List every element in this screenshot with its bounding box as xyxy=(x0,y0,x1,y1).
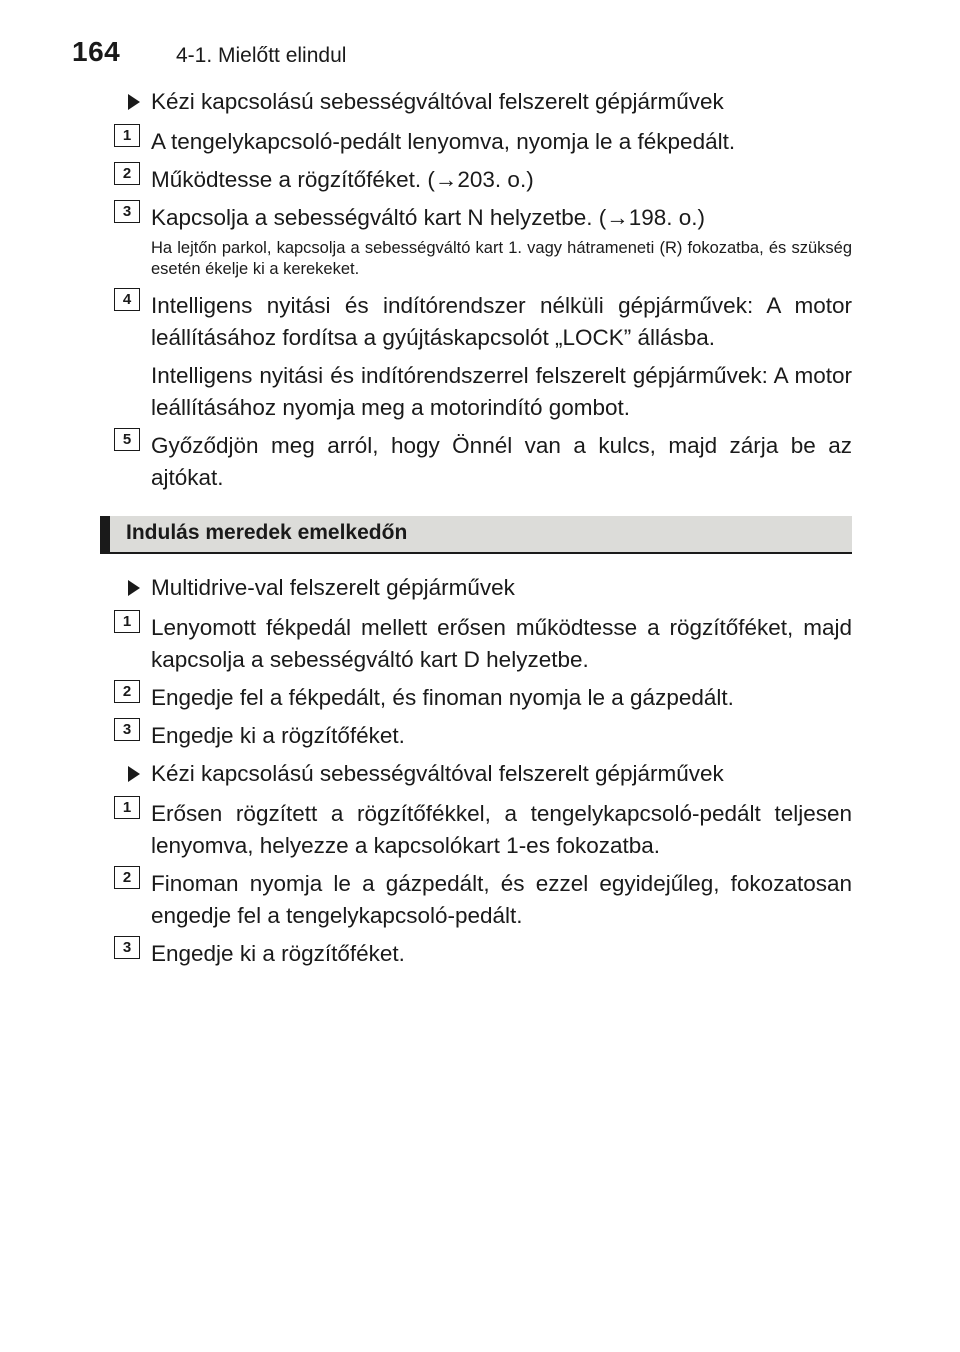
step-2 xyxy=(114,164,852,196)
subsection-manual-parking xyxy=(114,86,852,118)
step-number-badge: 2 xyxy=(114,866,140,889)
parking-note: Ha lejtőn parkol, kapcsolja a sebességváltó kart 1. vagy hátrameneti (R) fokozatba, és szükség esetén ékelje ki a kerekeket. xyxy=(151,239,852,278)
step-4 xyxy=(114,290,852,424)
page-number: 164 xyxy=(72,36,121,67)
step-3 xyxy=(114,202,852,234)
step-1 xyxy=(114,126,852,158)
step-text: Engedje ki a rögzítőféket. xyxy=(151,723,405,748)
triangle-bullet-icon xyxy=(128,580,140,596)
subsection-multidrive xyxy=(114,572,852,604)
step-text: Győződjön meg arról, hogy Önnél van a kulcs, majd zárja be az ajtókat. xyxy=(151,433,852,490)
step-number-badge: 1 xyxy=(114,610,140,633)
step-text: Finoman nyomja le a gázpedált, és ezzel egyidejűleg, fokozatosan engedje fel a tengelykapcsoló-pedált. xyxy=(151,871,852,928)
step-text: Lenyomott fékpedál mellett erősen működtesse a rögzítőféket, majd kapcsolja a sebességváltó kart D helyzetbe. xyxy=(151,615,852,672)
multidrive-step-3 xyxy=(114,720,852,752)
subsection-title: Kézi kapcsolású sebességváltóval felszerelt gépjárművek xyxy=(151,761,724,786)
step-number-badge: 1 xyxy=(114,796,140,819)
step-text: Engedje ki a rögzítőféket. xyxy=(151,941,405,966)
triangle-bullet-icon xyxy=(128,766,140,782)
section-header-bar xyxy=(100,516,110,552)
step-text: Intelligens nyitási és indítórendszer nélküli gépjárművek: A motor leállításához fordítsa a gyújtáskapcsolót „LOCK” állásba. xyxy=(151,293,852,350)
step-text: Működtesse a rögzítőféket. (→203. o.) xyxy=(151,167,534,192)
section-title: Indulás meredek emelkedőn xyxy=(126,521,408,544)
section-header-uphill xyxy=(100,516,852,554)
multidrive-step-2 xyxy=(114,682,852,714)
step-number-badge: 2 xyxy=(114,162,140,185)
step-text: Erősen rögzített a rögzítőfékkel, a tengelykapcsoló-pedált teljesen lenyomva, helyezze a kapcsolókart 1-es fokozatba. xyxy=(151,801,852,858)
step-text: Engedje fel a fékpedált, és finoman nyomja le a gázpedált. xyxy=(151,685,734,710)
step-text: Kapcsolja a sebességváltó kart N helyzetbe. (→198. o.) xyxy=(151,205,706,230)
subsection-title: Multidrive-val felszerelt gépjárművek xyxy=(151,575,515,600)
step-number-badge: 3 xyxy=(114,200,140,223)
step-text: A tengelykapcsoló-pedált lenyomva, nyomja le a fékpedált. xyxy=(151,129,736,154)
step-number-badge: 5 xyxy=(114,428,140,451)
page-content xyxy=(114,86,852,976)
triangle-bullet-icon xyxy=(128,94,140,110)
step-number-badge: 3 xyxy=(114,936,140,959)
multidrive-step-1 xyxy=(114,612,852,676)
step-text-secondary: Intelligens nyitási és indítórendszerrel felszerelt gépjárművek: A motor leállításához nyomja meg a motorindító gombot. xyxy=(151,363,852,420)
step-number-badge: 1 xyxy=(114,124,140,147)
page-header xyxy=(72,28,892,72)
manual-uphill-step-3 xyxy=(114,938,852,970)
step-number-badge: 2 xyxy=(114,680,140,703)
manual-uphill-step-2 xyxy=(114,868,852,932)
step-number-badge: 4 xyxy=(114,288,140,311)
subsection-title: Kézi kapcsolású sebességváltóval felszerelt gépjárművek xyxy=(151,89,724,114)
step-number-badge: 3 xyxy=(114,718,140,741)
section-reference: 4-1. Mielőtt elindul xyxy=(176,44,347,67)
manual-uphill-step-1 xyxy=(114,798,852,862)
subsection-manual-uphill xyxy=(114,758,852,790)
step-5 xyxy=(114,430,852,494)
